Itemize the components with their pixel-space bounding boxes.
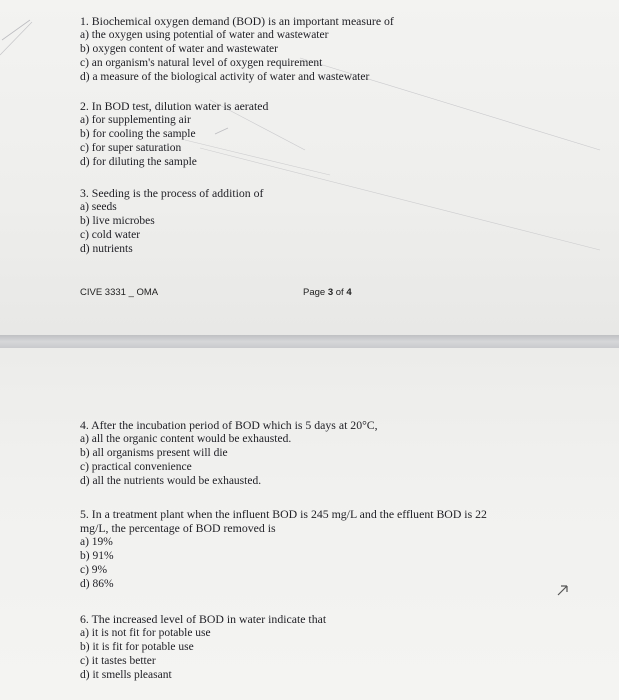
question-4 [80,418,378,488]
answer-option: b) all organisms present will die [80,447,228,459]
of-word: of [335,287,344,298]
question-1 [80,14,394,84]
page-indicator [303,287,352,298]
answer-option: b) it is fit for potable use [80,641,194,653]
page-gap [0,335,619,348]
answer-option: b) 91% [80,550,114,562]
answer-option: c) 9% [80,564,108,576]
answer-option: c) practical convenience [80,461,192,473]
course-code: CIVE 3331 _ OMA [80,287,159,298]
answer-option: d) a measure of the biological activity of water and wastewater [80,71,370,83]
answer-option: a) seeds [80,201,117,213]
answer-option: b) oxygen content of water and wastewater [80,43,278,55]
answer-option: c) for super saturation [80,142,182,154]
answer-option: d) nutrients [80,243,133,255]
page-word: Page [303,287,326,298]
question-2 [80,99,268,169]
question-3 [80,186,263,256]
question-6 [80,612,326,682]
question-stem: 2. In BOD test, dilution water is aerated [80,99,269,113]
answer-option: b) live microbes [80,215,155,227]
question-stem: 5. In a treatment plant when the influent BOD is 245 mg/L and the effluent BOD is 22 [80,507,487,521]
answer-option: a) 19% [80,536,113,548]
question-stem: 3. Seeding is the process of addition of [80,186,264,200]
cursor-arrow-icon [556,583,570,597]
question-stem: 4. After the incubation period of BOD which is 5 days at 20°C, [80,418,378,432]
question-stem: 1. Biochemical oxygen demand (BOD) is an important measure of [80,14,394,28]
answer-option: b) for cooling the sample [80,128,196,140]
answer-option: d) 86% [80,578,114,590]
answer-option: a) all the organic content would be exhausted. [80,433,292,445]
question-stem: 6. The increased level of BOD in water indicate that [80,612,327,626]
answer-option: a) the oxygen using potential of water and wastewater [80,29,329,41]
answer-option: c) an organism's natural level of oxygen requirement [80,57,323,69]
answer-option: c) cold water [80,229,141,241]
page-total: 4 [346,287,352,298]
page-number: 3 [327,287,334,298]
answer-option: d) all the nutrients would be exhausted. [80,475,262,487]
question-5 [80,507,487,591]
answer-option: a) for supplementing air [80,114,191,126]
answer-option: c) it tastes better [80,655,156,667]
answer-option: a) it is not fit for potable use [80,627,211,639]
question-stem-continued: mg/L, the percentage of BOD removed is [80,521,276,535]
answer-option: d) it smells pleasant [80,669,172,681]
answer-option: d) for diluting the sample [80,156,197,168]
